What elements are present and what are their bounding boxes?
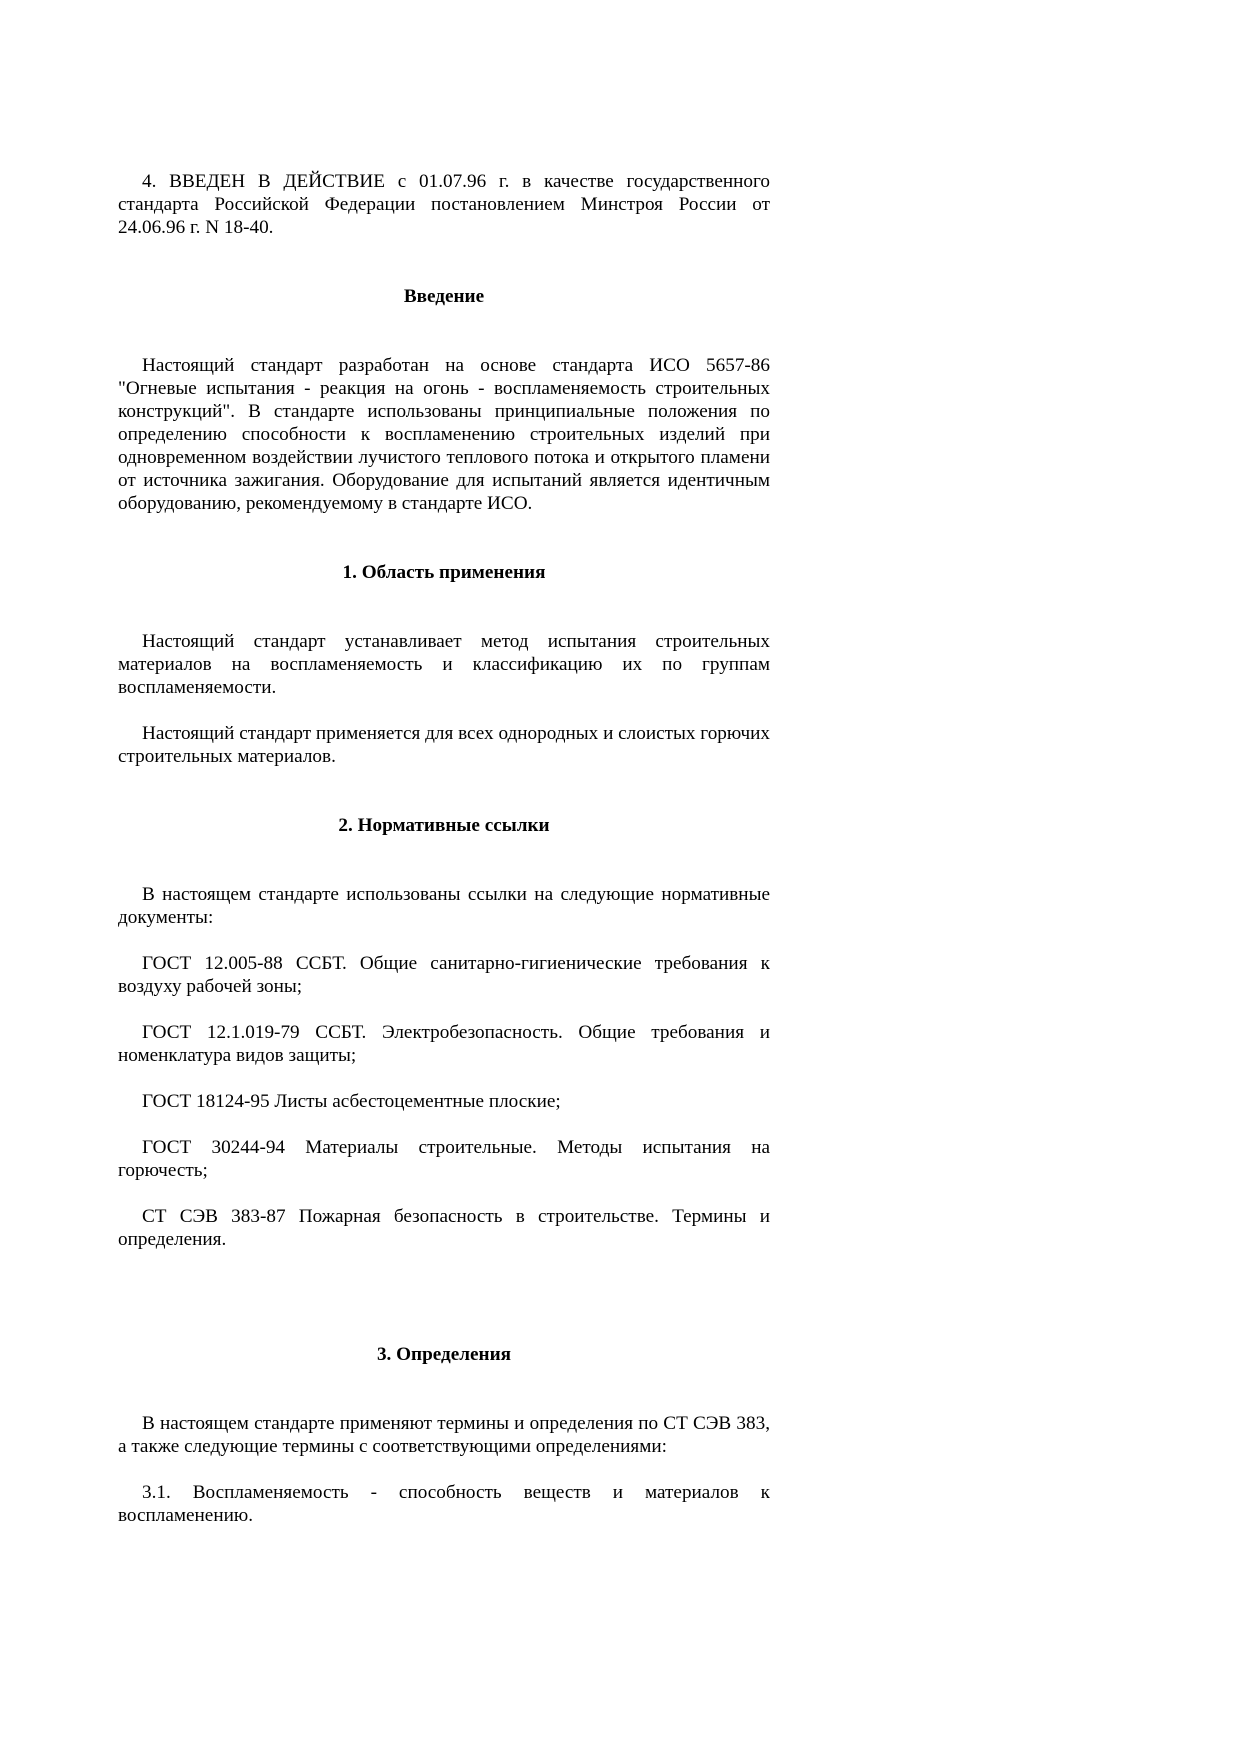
reference-item: ГОСТ 30244-94 Материалы строительные. Методы испытания на горючесть;: [118, 1137, 770, 1181]
scope-heading: 1. Область применения: [342, 562, 546, 583]
reference-item: ГОСТ 18124-95 Листы асбестоцементные плоские;: [142, 1091, 561, 1112]
reference-item: ГОСТ 12.1.019-79 ССБТ. Электробезопасность. Общие требования и номенклатура видов защиты;: [118, 1022, 770, 1066]
definitions-heading: 3. Определения: [376, 1344, 512, 1365]
introduction-text: Настоящий стандарт разработан на основе стандарта ИСО 5657-86 "Огневые испытания - реакция на огонь - воспламеняемость строительных конструкций". В стандарте использованы принципиальные положения по определению способности к воспламенению строительных изделий при одновременном воздействии лучистого теплового потока и открытого пламени от источника зажигания. Оборудование для испытаний является идентичным оборудованию, рекомендуемому в стандарте ИСО.: [118, 355, 770, 514]
intro-clause: 4. ВВЕДЕН В ДЕЙСТВИЕ с 01.07.96 г. в качестве государственного стандарта Российской Федерации постановлением Минстроя России от 24.06.96 г. N 18-40.: [118, 171, 770, 238]
document-page: [118, 170, 770, 1527]
references-paragraph: В настоящем стандарте использованы ссылки на следующие нормативные документы:: [118, 884, 770, 928]
references-heading: 2. Нормативные ссылки: [338, 815, 550, 836]
scope-paragraph: Настоящий стандарт устанавливает метод испытания строительных материалов на воспламеняемость и классификацию их по группам воспламеняемости.: [118, 631, 770, 698]
reference-item: СТ СЭВ 383-87 Пожарная безопасность в строительстве. Термины и определения.: [118, 1206, 770, 1250]
introduction-heading: Введение: [403, 286, 485, 307]
definitions-paragraph: В настоящем стандарте применяют термины и определения по СТ СЭВ 383, а также следующие термины с соответствующими определениями:: [118, 1413, 770, 1457]
reference-item: ГОСТ 12.005-88 ССБТ. Общие санитарно-гигиенические требования к воздуху рабочей зоны;: [118, 953, 770, 997]
scope-paragraph: Настоящий стандарт применяется для всех однородных и слоистых горючих строительных материалов.: [118, 723, 770, 767]
definition-item: 3.1. Воспламеняемость - способность веществ и материалов к воспламенению.: [118, 1482, 770, 1526]
